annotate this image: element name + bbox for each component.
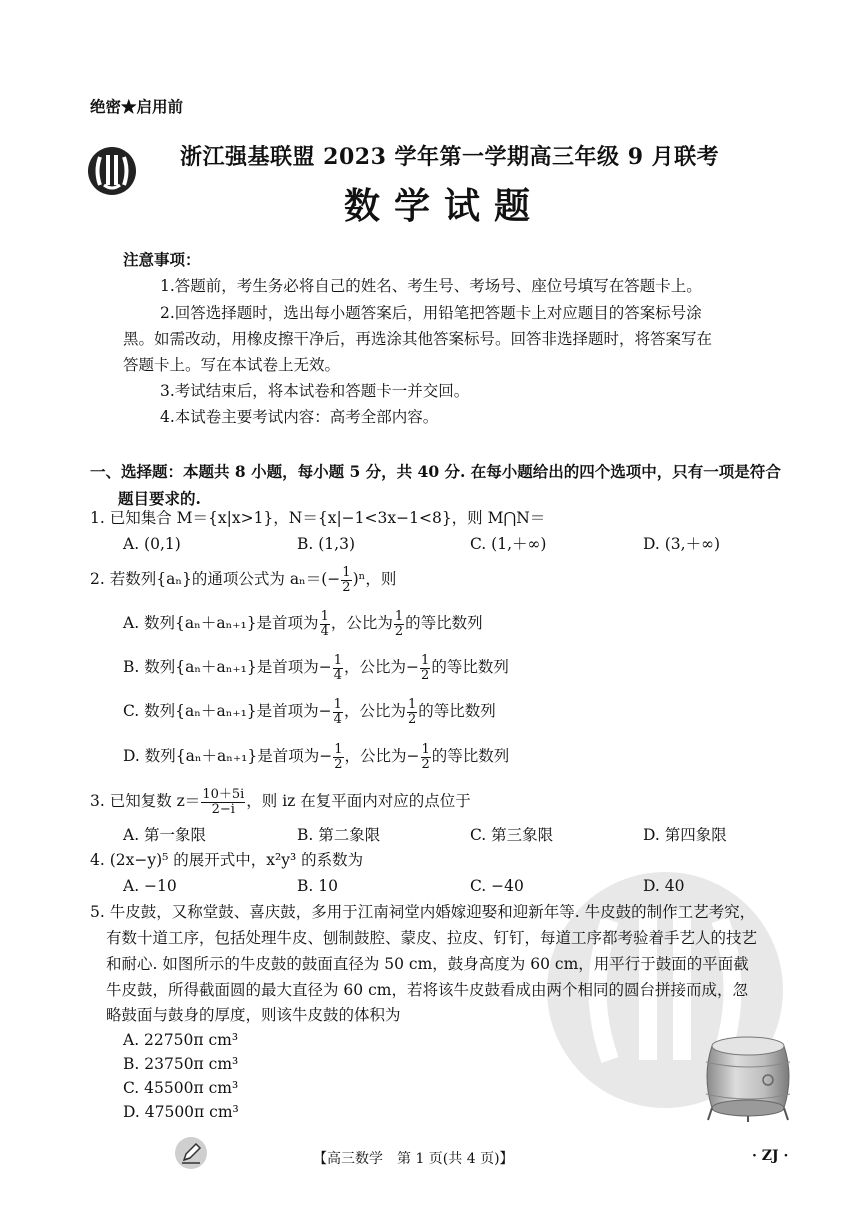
q3-option-a: A. 第一象限 [123,826,207,844]
fraction: $\frac{1}{4}$ [333,653,343,683]
q2-option-b: B. 数列{aₙ＋aₙ₊₁}是首项为− $\frac{1}{4}$ ，公比为− $\frac{1}{2}$ 的等比数列 [123,653,509,683]
notes-item-2-line-3: 答题卡上。写在本试卷上无效。 [123,356,341,374]
q5-line-3: 和耐心. 如图所示的牛皮鼓的鼓面直径为 50 cm，鼓身高度为 60 cm，用平行于鼓面的平面截 [106,955,749,973]
pencil-icon [174,1136,208,1170]
q1-stem: 1. 已知集合 M＝{x|x>1}，N＝{x|−1<3x−1<8}，则 M⋂N＝ [90,509,546,527]
q5-option-b: B. 23750π cm³ [123,1055,239,1073]
q1-option-b: B. (1,3) [297,535,355,553]
q5-option-d: D. 47500π cm³ [123,1103,239,1121]
q1-option-c: C. (1,＋∞) [470,535,547,553]
q2-stem [90,566,396,594]
fraction: $\frac{1}{2}$ [394,609,404,639]
fraction: $\frac{1}{2}$ [421,653,430,683]
q4-option-a: A. −10 [123,877,177,895]
q3-fraction: $\frac{10+5i}{2-i}$ [202,787,245,817]
q1-option-d: D. (3,＋∞) [643,535,721,553]
alliance-logo [86,145,138,197]
section-heading-line-2: 题目要求的. [118,489,201,508]
drum-image [698,1028,798,1124]
q4-stem: 4. (2x−y)⁵ 的展开式中，x²y³ 的系数为 [90,851,364,869]
exam-title: 浙江强基联盟 2023 学年第一学期高三年级 9 月联考 [180,144,720,170]
fraction: $\frac{1}{4}$ [320,609,329,639]
fraction: $\frac{1}{4}$ [333,697,342,727]
notes-heading: 注意事项： [123,250,201,269]
page-footer: 【高三数学 第 1 页(共 4 页)】 [313,1151,514,1167]
q1-option-a: A. (0,1) [123,535,181,553]
footer-mark: · ZJ · [752,1148,789,1164]
fraction: $\frac{1}{2}$ [334,742,343,772]
q3-option-b: B. 第二象限 [297,826,381,844]
q3-option-d: D. 第四象限 [643,826,727,844]
subject-title: 数学试题 [344,185,545,227]
q2-option-a: A. 数列{aₙ＋aₙ₊₁}是首项为 $\frac{1}{4}$ ，公比为 $\frac{1}{2}$ 的等比数列 [123,609,483,639]
section-heading-line-1: 一、选择题：本题共 8 小题，每小题 5 分，共 40 分. 在每小题给出的四个选项中，只有一项是符合 [90,462,781,481]
fraction: $\frac{1}{2}$ [421,742,430,772]
notes-item-3: 3.考试结束后，将本试卷和答题卡一并交回。 [160,382,470,400]
q2-stem-pre: 2. 若数列{aₙ}的通项公式为 aₙ＝(− [90,570,341,589]
notes-item-2-line-1: 2.回答选择题时，选出每小题答案后，用铅笔把答题卡上对应题目的答案标号涂 [160,304,702,322]
q4-option-c: C. −40 [470,877,524,895]
q5-line-5: 略鼓面与鼓身的厚度，则该牛皮鼓的体积为 [106,1006,401,1024]
q5-line-2: 有数十道工序，包括处理牛皮、刨制鼓腔、蒙皮、拉皮、钉钉，每道工序都考验着手艺人的技艺 [106,929,758,947]
q2-option-d: D. 数列{aₙ＋aₙ₊₁}是首项为− $\frac{1}{2}$ ，公比为− $\frac{1}{2}$ 的等比数列 [123,742,510,772]
q2-stem-post: )ⁿ，则 [352,570,397,589]
fraction: $\frac{1}{2}$ [407,697,417,727]
q4-option-b: B. 10 [297,877,338,895]
q2-stem-fraction: $\frac{1}{2}$ [342,565,351,595]
q4-option-d: D. 40 [643,877,685,895]
q2-option-c: C. 数列{aₙ＋aₙ₊₁}是首项为− $\frac{1}{4}$ ，公比为 $\frac{1}{2}$ 的等比数列 [123,697,496,727]
q5-option-a: A. 22750π cm³ [123,1031,239,1049]
q5-option-c: C. 45500π cm³ [123,1079,239,1097]
q3-stem: 3. 已知复数 z＝ $\frac{10+5i}{2-i}$ ，则 iz 在复平面内对应的点位于 [90,787,471,817]
q5-line-1: 5. 牛皮鼓，又称堂鼓、喜庆鼓，多用于江南祠堂内婚嫁迎娶和迎新年等. 牛皮鼓的制作工艺考究， [90,903,756,921]
notes-item-4: 4.本试卷主要考试内容：高考全部内容。 [160,408,439,426]
q5-line-4: 牛皮鼓，所得截面圆的最大直径为 60 cm，若将该牛皮鼓看成由两个相同的圆台拼接而成，忽 [106,981,748,999]
notes-item-2-line-2: 黑。如需改动，用橡皮擦干净后，再选涂其他答案标号。回答非选择题时，将答案写在 [123,330,713,348]
notes-item-1: 1.答题前，考生务必将自己的姓名、考生号、考场号、座位号填写在答题卡上。 [160,277,702,295]
q3-option-c: C. 第三象限 [470,826,554,844]
secret-mark: 绝密★启用前 [90,97,184,116]
